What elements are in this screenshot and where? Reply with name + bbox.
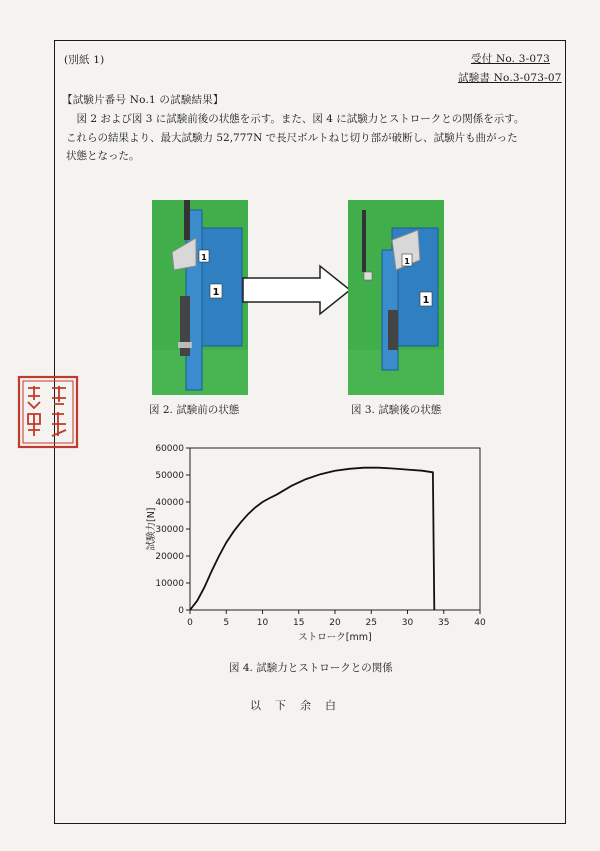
specimen-after-illustration	[348, 200, 444, 395]
y-tick-label: 40000	[155, 498, 184, 508]
specimen-label: 1	[201, 253, 207, 262]
x-tick-label: 25	[365, 618, 377, 628]
figure4-caption: 図 4. 試験力とストロークとの関係	[229, 662, 393, 674]
y-tick-label: 10000	[155, 579, 184, 589]
figure3-caption: 図 3. 試験後の状態	[351, 404, 442, 416]
plot-area	[190, 448, 480, 610]
report-number: 試験書 No.3-073-07	[458, 72, 562, 84]
y-tick-label: 30000	[155, 525, 184, 535]
y-axis-label: 試験力[N]	[146, 507, 157, 551]
specimen-label: 1	[404, 257, 410, 266]
figure2-caption: 図 2. 試験前の状態	[149, 404, 240, 416]
paragraph-line: 図 2 および図 3 に試験前後の状態を示す。また、図 4 に試験力とストロークとの関係を示す。	[66, 113, 525, 125]
x-tick-label: 10	[256, 618, 269, 628]
seal-stamp-icon	[16, 374, 80, 450]
x-tick-label: 30	[401, 618, 414, 628]
y-tick-label: 60000	[155, 444, 184, 454]
y-tick-label: 20000	[155, 552, 184, 562]
result-paragraph	[66, 110, 546, 166]
force-stroke-series-line	[190, 468, 434, 610]
x-tick-label: 5	[223, 618, 230, 628]
right-arrow-icon	[242, 264, 352, 316]
force-stroke-chart	[148, 440, 498, 650]
reception-number: 受付 No. 3-073	[471, 53, 551, 65]
specimen-before-illustration	[152, 200, 248, 395]
x-tick-label: 40	[474, 618, 486, 628]
y-tick-label: 50000	[155, 471, 184, 481]
x-tick-label: 35	[438, 618, 450, 628]
specimen-label: 1	[212, 287, 220, 298]
closing-note: 以下余白	[250, 699, 350, 712]
y-tick-label: 0	[178, 606, 184, 616]
x-tick-label: 20	[329, 618, 341, 628]
photo-after-test	[348, 200, 444, 395]
x-axis-label: ストローク[mm]	[298, 632, 372, 643]
photo-before-test	[152, 200, 248, 395]
x-tick-label: 0	[187, 618, 193, 628]
paragraph-line: これらの結果より、最大試験力 52,777N で長尺ボルトねじ切り部が破断し、試験片も曲がった	[66, 131, 518, 144]
section-title: 【試験片番号 No.1 の試験結果】	[62, 94, 224, 106]
paragraph-line: 状態となった。	[66, 150, 140, 162]
x-tick-label: 15	[293, 618, 305, 628]
attachment-label: (別紙 1)	[64, 54, 105, 66]
specimen-label: 1	[422, 295, 430, 306]
